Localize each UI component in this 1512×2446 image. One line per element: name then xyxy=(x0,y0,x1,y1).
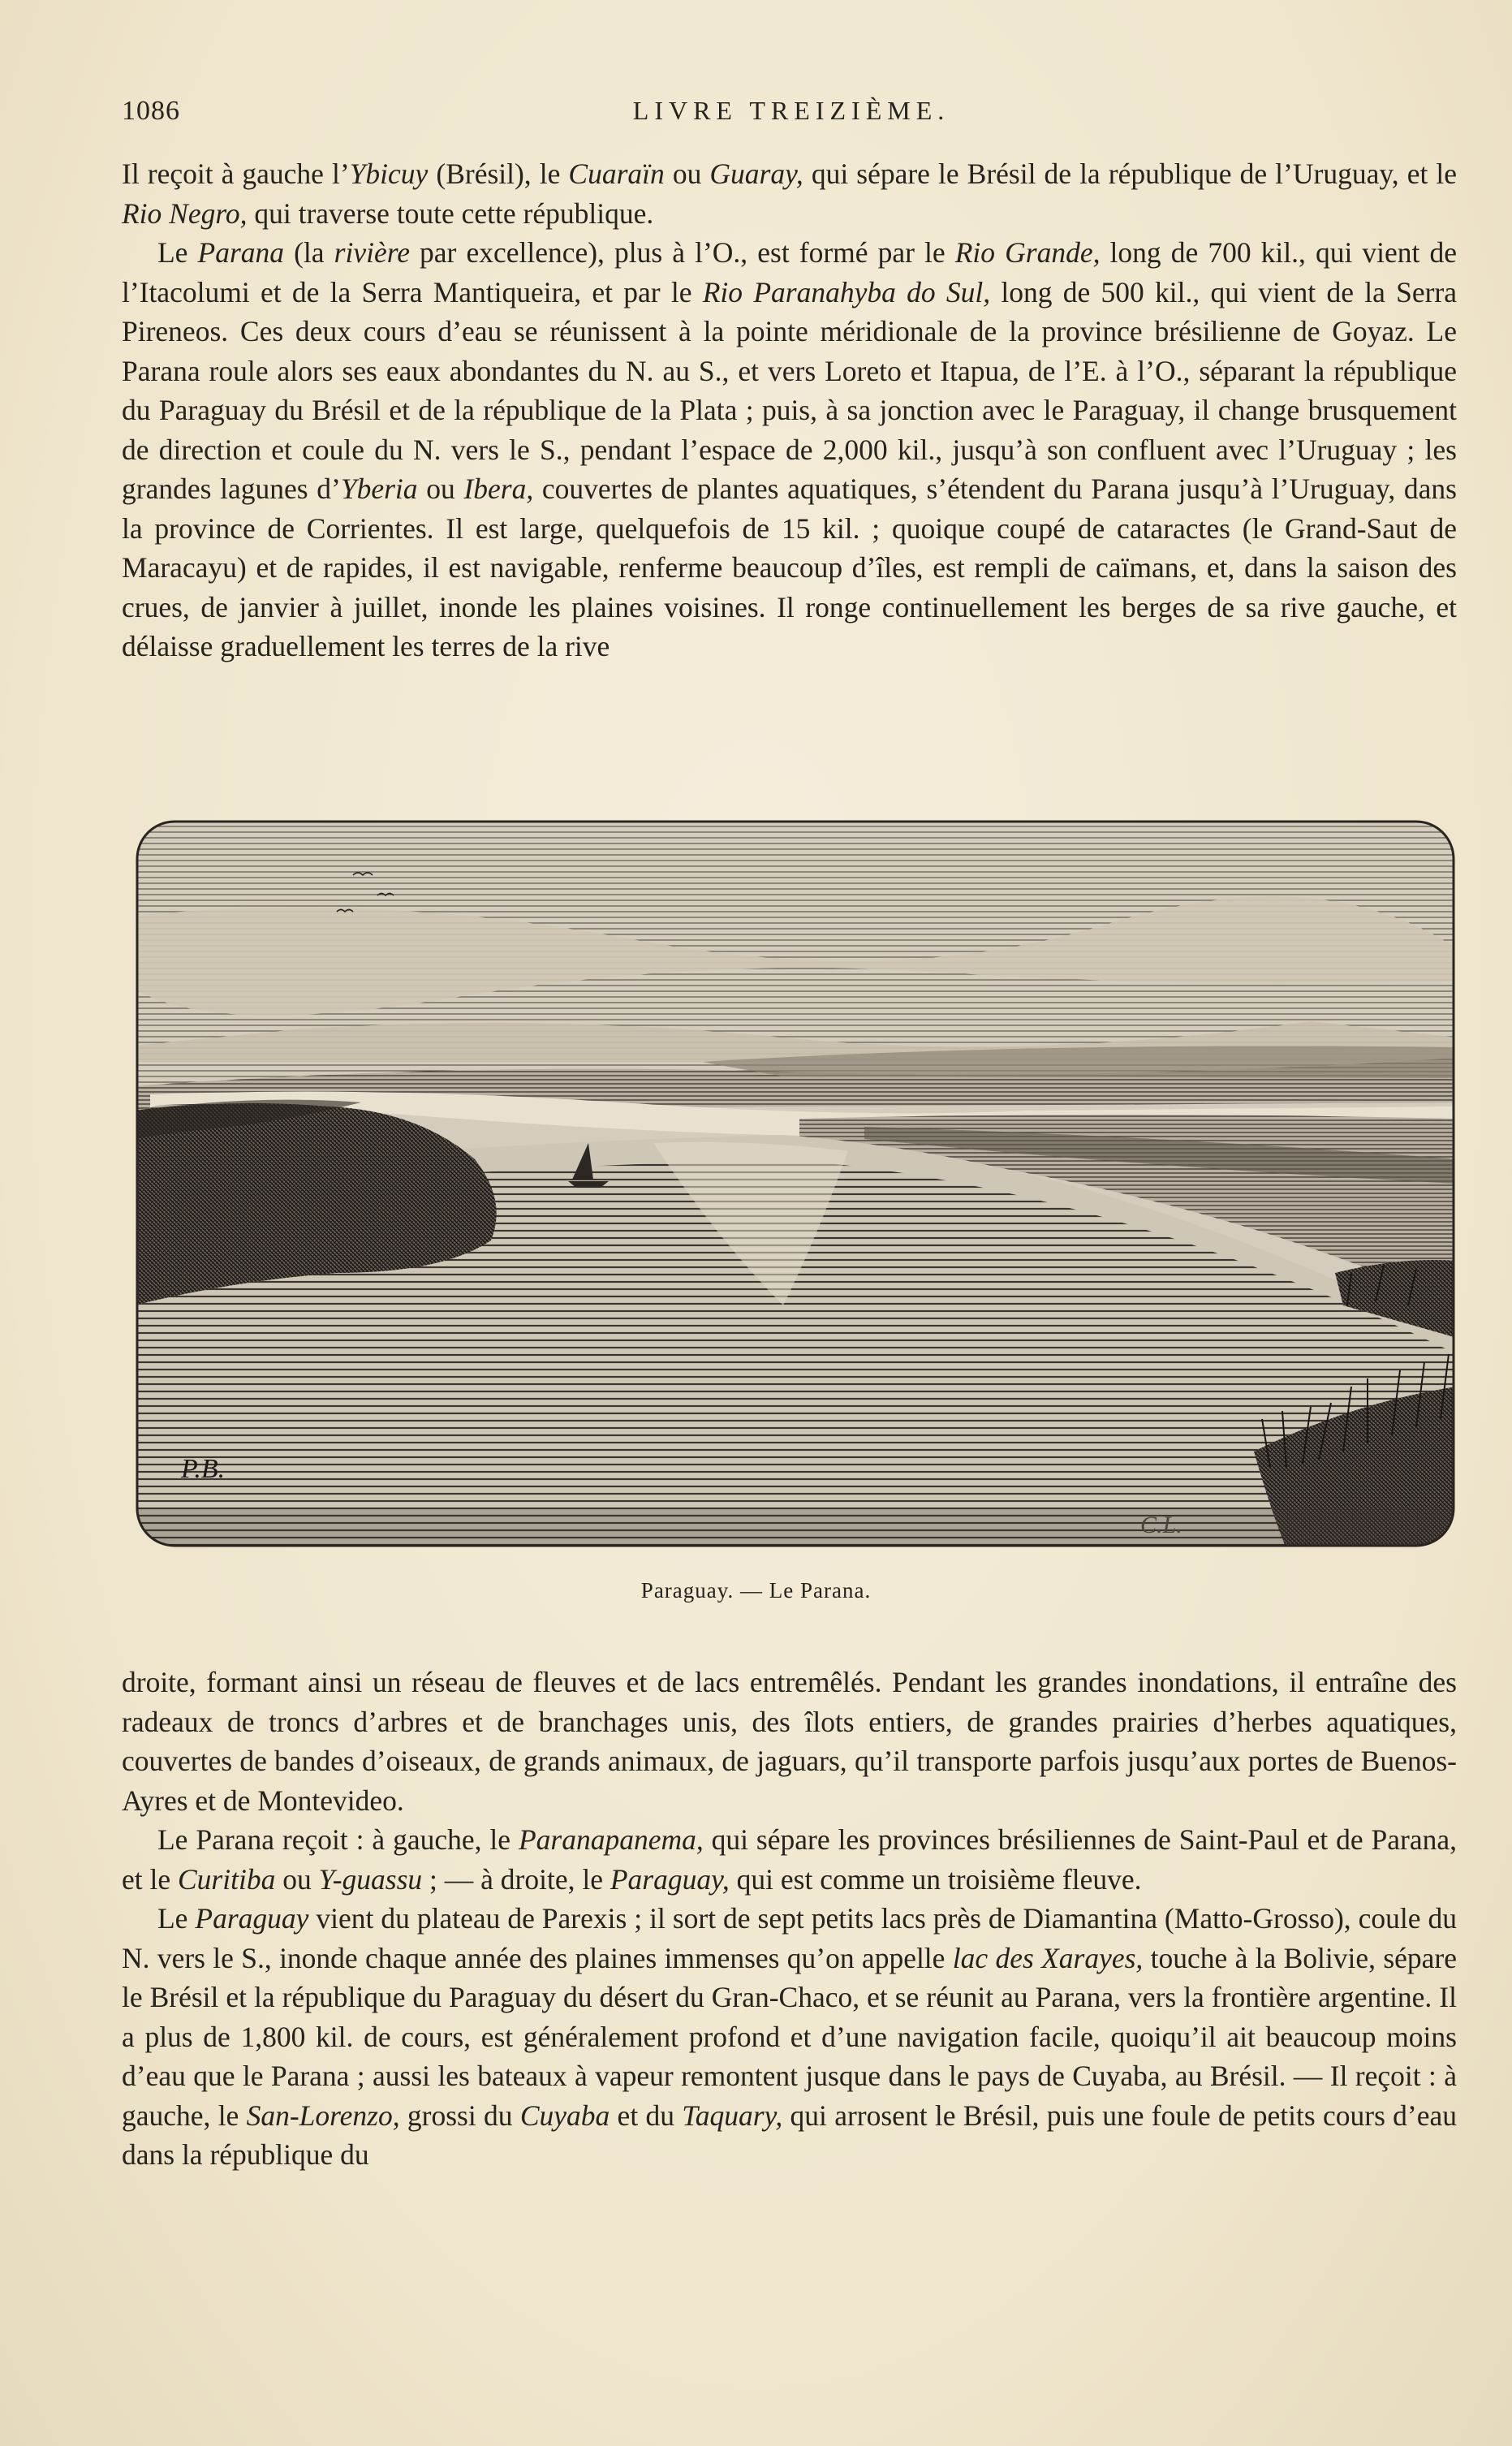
text-run: grossi du xyxy=(399,2099,520,2132)
text-run: long de 700 kil., qui vient de l’Itacolumi et de la Serra Mantiqueira, et par le xyxy=(122,236,1457,308)
text-run: ou xyxy=(664,157,710,190)
paragraph xyxy=(122,1899,1457,2175)
italic-term: Cuaraïn xyxy=(568,157,665,190)
text-run: ou xyxy=(417,472,464,505)
paragraph xyxy=(122,154,1457,233)
italic-term: Guaray, xyxy=(709,157,803,190)
italic-term: lac des Xarayes, xyxy=(952,1941,1144,1974)
text-run: couvertes de plantes aquatiques, s’étendent du Parana jusqu’à l’Uruguay, dans la province de Corrientes. Il est large, quelquefois de 15 kil. ; quoique coupé de cataractes (le Grand-Saut de Maracayu) et de rapides, il est navigable, renferme beaucoup d’îles, est rempli de caïmans, et, dans la saison des crues, de janvier à juillet, inonde les plaines voisines. Il ronge continuellement les berges de sa rive gauche, et délaisse graduellement les terres de la rive xyxy=(122,472,1457,662)
text-run: par excellence), plus à l’O., est formé par le xyxy=(409,236,955,269)
text-run: ; — à droite, le xyxy=(422,1862,610,1896)
italic-term: Rio Grande, xyxy=(954,236,1101,269)
body-text-bottom xyxy=(122,1663,1457,2175)
engraver-signature-right: C.L. xyxy=(1140,1512,1182,1538)
italic-term: Curitiba xyxy=(178,1862,276,1896)
text-run: Le Parana reçoit : à gauche, le xyxy=(157,1823,519,1856)
paragraph xyxy=(122,1820,1457,1899)
running-title: LIVRE TREIZIÈME. xyxy=(632,96,950,125)
italic-term: Paranapanema, xyxy=(518,1823,704,1856)
text-run: ou xyxy=(275,1862,319,1896)
paragraph xyxy=(122,233,1457,667)
italic-term: Paraguay xyxy=(195,1902,309,1935)
italic-term: Parana xyxy=(197,236,285,269)
text-run: droite, formant ainsi un réseau de fleuves et de lacs entremêlés. Pendant les grandes inondations, il entraîne des radeaux de troncs d’arbres et de branchages unis, des îlots entiers, de grandes prairies d’herbes aquatiques, couvertes de bandes d’oiseaux, de grands animaux, de jaguars, qu’il transporte parfois jusqu’aux portes de Buenos-Ayres et de Montevideo. xyxy=(122,1666,1457,1817)
text-run: Le xyxy=(157,236,198,269)
page-number: 1086 xyxy=(122,96,180,126)
italic-term: Cuyaba xyxy=(519,2099,610,2132)
italic-term: Rio Paranahyba do Sul, xyxy=(702,275,991,308)
page-header xyxy=(122,96,1461,136)
italic-term: Rio Negro, xyxy=(122,196,248,230)
italic-term: San-Lorenzo, xyxy=(246,2099,400,2132)
italic-term: Ybicuy xyxy=(349,157,429,190)
engraver-signature-left: P.B. xyxy=(181,1454,226,1484)
text-run: qui sépare le Brésil de la république de l’Uruguay, et le xyxy=(803,157,1457,190)
text-run: Il reçoit à gauche l’ xyxy=(122,157,350,190)
text-run: vient du plateau de Parexis ; il sort de sept petits lacs près de Diamantina (Matto-Grosso), coule du N. vers le S., inonde chaque année des plaines immenses qu’on appelle xyxy=(122,1902,1457,1974)
text-run: Le xyxy=(157,1902,196,1935)
italic-term: Taquary, xyxy=(682,2099,783,2132)
text-run: (Brésil), le xyxy=(428,157,569,190)
text-run: qui arrosent le Brésil, puis une foule de petits cours d’eau dans la république du xyxy=(122,2099,1458,2171)
text-run: (la xyxy=(284,236,334,269)
text-run: et du xyxy=(610,2099,683,2132)
italic-term: Ibera, xyxy=(463,472,534,505)
text-run: qui est comme un troisième fleuve. xyxy=(729,1862,1142,1896)
italic-term: rivière xyxy=(334,236,410,269)
figure-caption: Paraguay. — Le Parana. xyxy=(640,1578,872,1603)
italic-term: Yberia xyxy=(340,472,418,505)
engraving-illustration xyxy=(134,818,1457,1549)
paragraph xyxy=(122,1663,1457,1820)
text-run: qui sépare les provinces brésiliennes de Saint-Paul et de Parana, et le xyxy=(122,1823,1457,1896)
text-run: touche à la Bolivie, sépare le Brésil et la république du Paraguay du désert du Gran-Chaco, et se réunit au Parana, vers la frontière argentine. Il a plus de 1,800 kil. de cours, est généralement profond et d’une navigation facile, quoiqu’il ait beaucoup moins d’eau que le Parana ; aussi les bateaux à vapeur remontent jusque dans le pays de Cuyaba, au Brésil. — Il reçoit : à gauche, le xyxy=(122,1941,1457,2132)
text-run: long de 500 kil., qui vient de la Serra Pireneos. Ces deux cours d’eau se réunissent à la pointe méridionale de la province brésilienne de Goyaz. Le Parana roule alors ses eaux abondantes du N. au S., et vers Loreto et Itapua, de l’E. à l’O., séparant la république du Paraguay du Brésil et de la république de la Plata ; puis, à sa jonction avec le Paraguay, il change brusquement de direction et coule du N. vers le S., pendant l’espace de 2,000 kil., jusqu’à son confluent avec l’Uruguay ; les grandes lagunes d’ xyxy=(122,275,1458,505)
italic-term: Paraguay, xyxy=(610,1862,730,1896)
text-run: qui traverse toute cette république. xyxy=(247,196,654,230)
body-text-top xyxy=(122,154,1457,667)
italic-term: Y-guassu xyxy=(318,1862,423,1896)
